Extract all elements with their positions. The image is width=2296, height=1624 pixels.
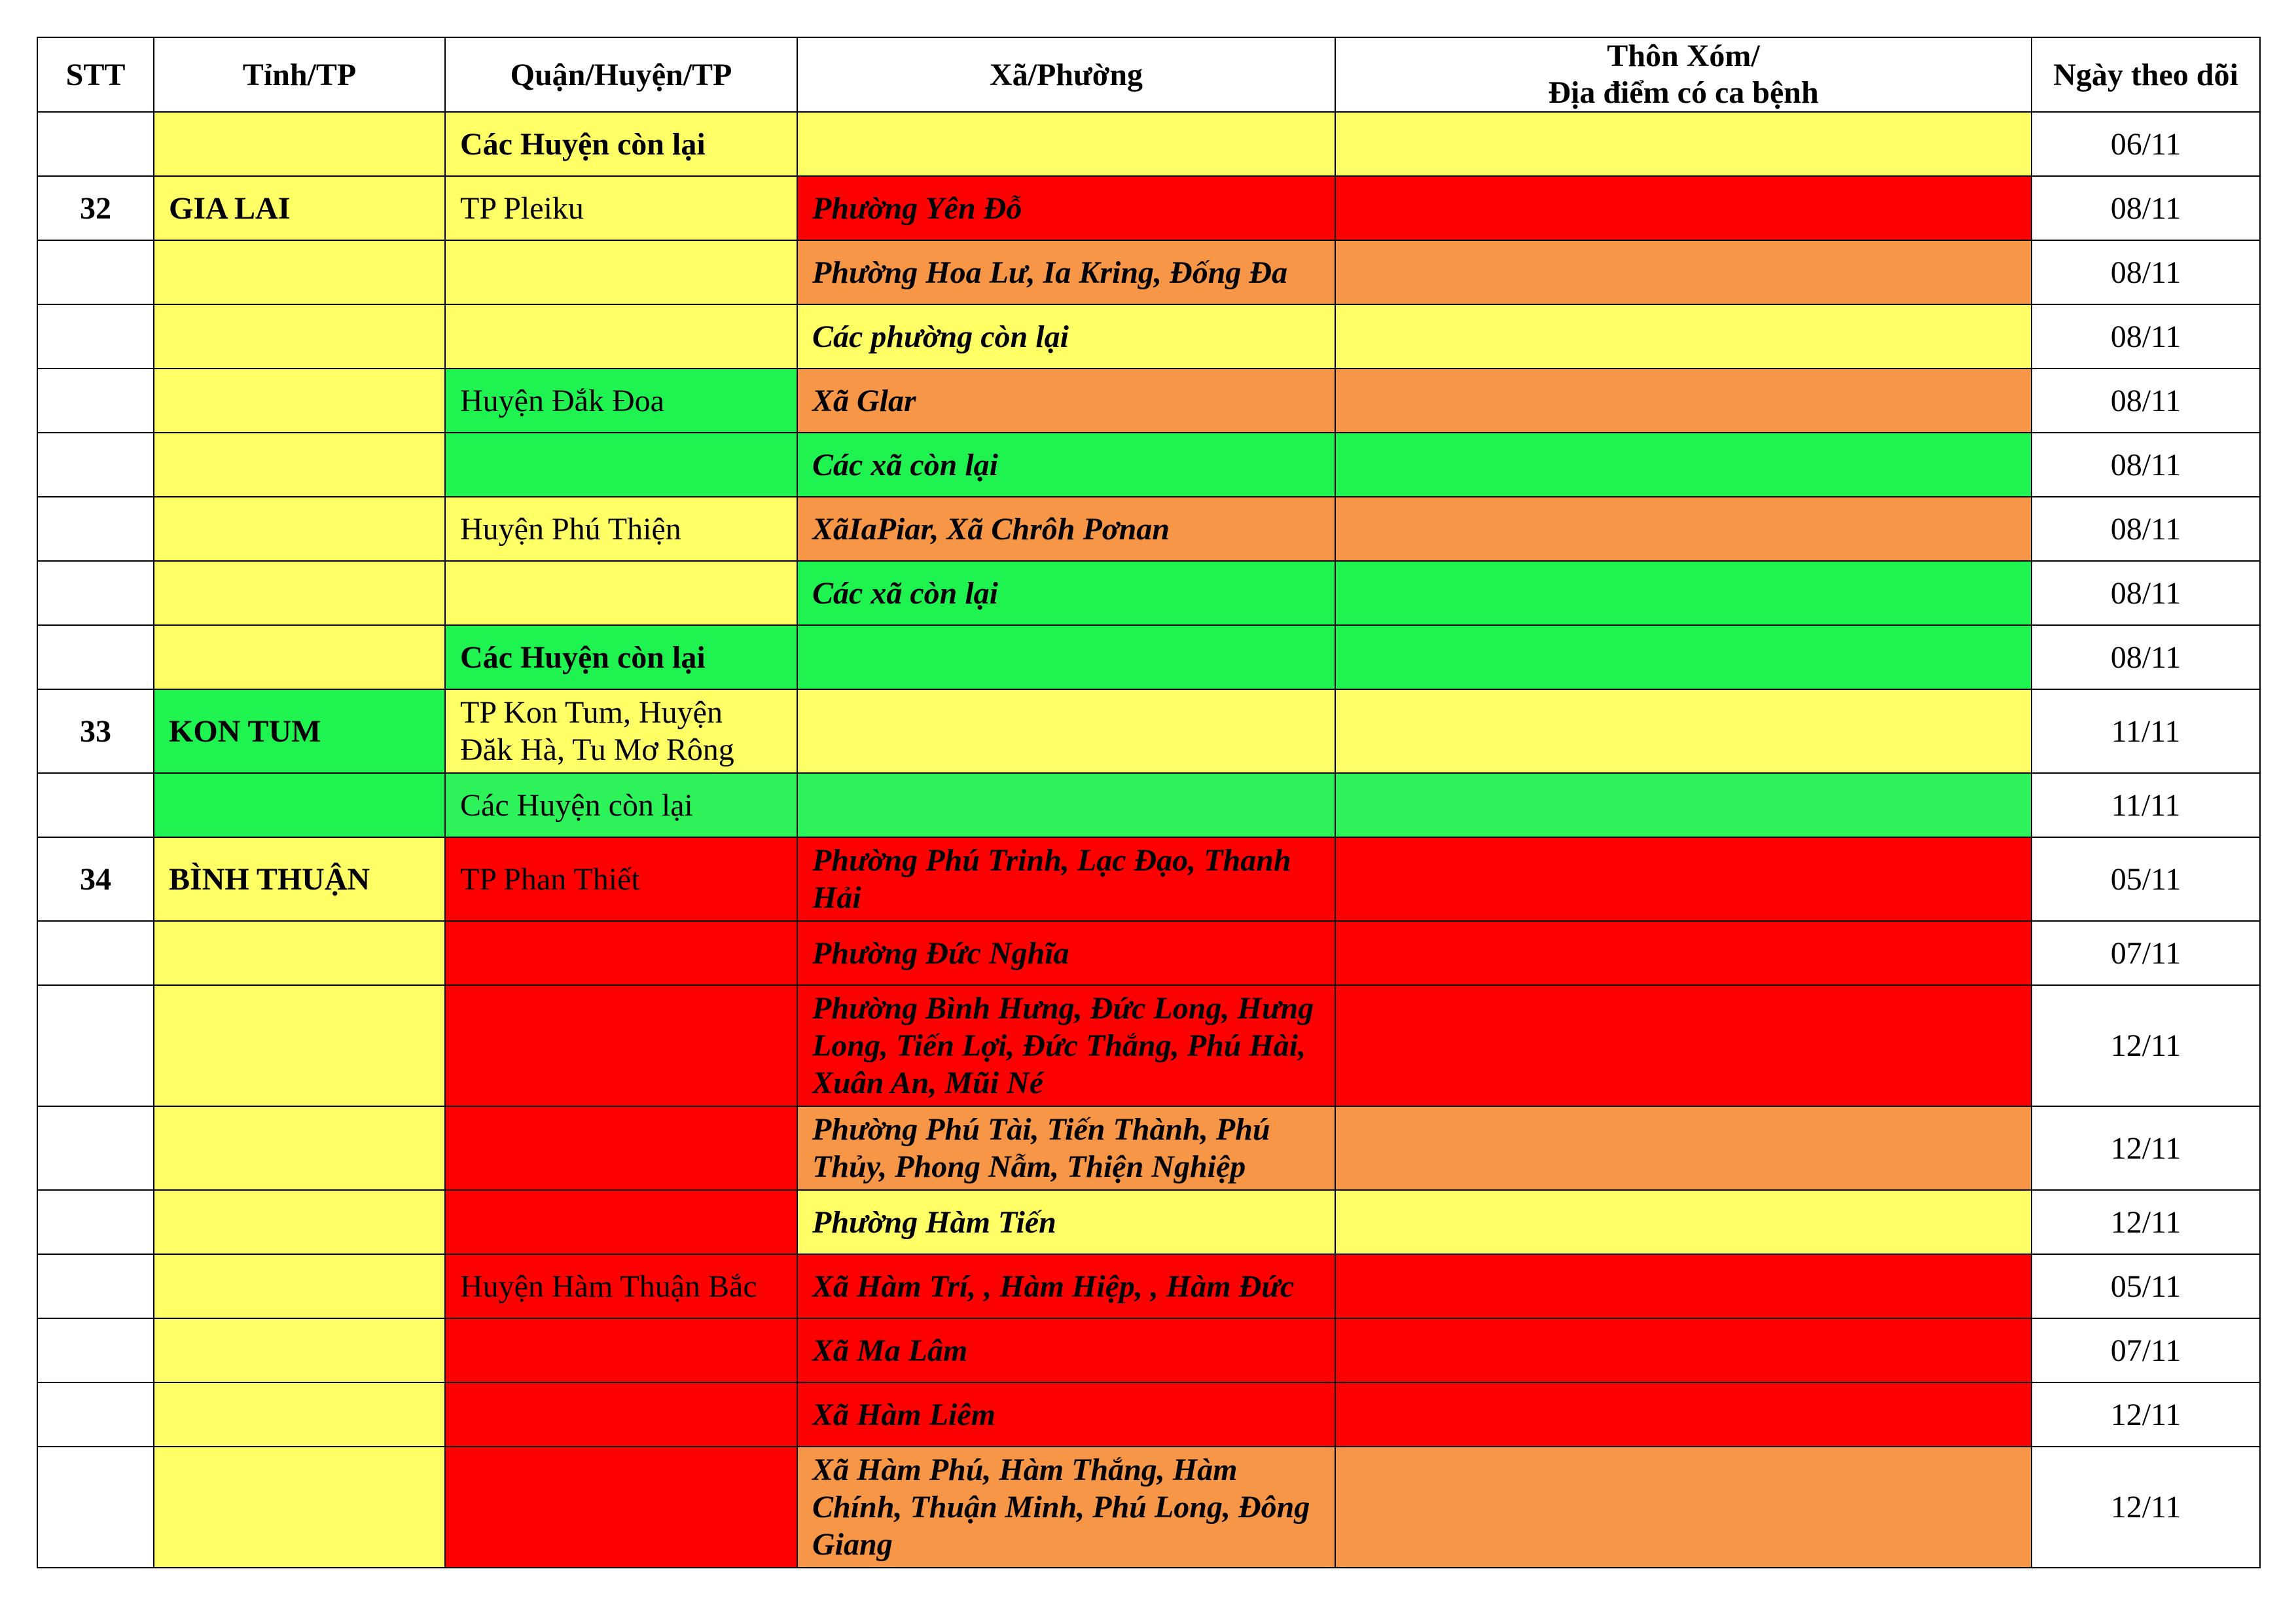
province-cell: [154, 1106, 445, 1190]
ward-cell: Phường Bình Hưng, Đức Long, Hưng Long, Tiến Lợi, Đức Thắng, Phú Hài, Xuân An, Mũi Né: [797, 985, 1335, 1106]
table-row: [37, 369, 2260, 433]
date-cell: 05/11: [2032, 1254, 2260, 1318]
hamlet-cell: [1335, 1254, 2032, 1318]
stt-cell: 33: [37, 689, 154, 773]
ward-cell: Các xã còn lại: [797, 433, 1335, 497]
hamlet-cell: [1335, 176, 2032, 240]
date-cell: 07/11: [2032, 921, 2260, 985]
table-row: [37, 1254, 2260, 1318]
stt-cell: 32: [37, 176, 154, 240]
date-cell: 08/11: [2032, 433, 2260, 497]
ward-cell: [797, 689, 1335, 773]
hamlet-cell: [1335, 1318, 2032, 1382]
province-cell: [154, 369, 445, 433]
ward-cell: Phường Yên Đỗ: [797, 176, 1335, 240]
header-hamlet: Thôn Xóm/ Địa điểm có ca bệnh: [1335, 37, 2032, 112]
hamlet-cell: [1335, 1447, 2032, 1568]
hamlet-cell: [1335, 773, 2032, 837]
province-cell: [154, 921, 445, 985]
ward-cell: Phường Phú Tài, Tiến Thành, Phú Thủy, Phong Nẫm, Thiện Nghiệp: [797, 1106, 1335, 1190]
ward-cell: Xã Hàm Liêm: [797, 1382, 1335, 1447]
date-cell: 08/11: [2032, 240, 2260, 304]
ward-cell: Xã Ma Lâm: [797, 1318, 1335, 1382]
date-cell: 11/11: [2032, 773, 2260, 837]
date-cell: 08/11: [2032, 304, 2260, 369]
date-cell: 12/11: [2032, 1190, 2260, 1254]
table-row: [37, 112, 2260, 176]
hamlet-cell: [1335, 625, 2032, 689]
table-row: [37, 1447, 2260, 1568]
table-row: [37, 837, 2260, 921]
table-row: [37, 625, 2260, 689]
ward-cell: Xã Hàm Phú, Hàm Thắng, Hàm Chính, Thuận Minh, Phú Long, Đông Giang: [797, 1447, 1335, 1568]
stt-cell: [37, 921, 154, 985]
district-cell: [445, 1318, 797, 1382]
district-cell: Huyện Hàm Thuận Bắc: [445, 1254, 797, 1318]
province-cell: [154, 985, 445, 1106]
stt-cell: [37, 1447, 154, 1568]
table-row: [37, 1382, 2260, 1447]
ward-cell: XãIaPiar, Xã Chrôh Pơnan: [797, 497, 1335, 561]
date-cell: 08/11: [2032, 561, 2260, 625]
province-cell: [154, 561, 445, 625]
stt-cell: [37, 1106, 154, 1190]
stt-cell: 34: [37, 837, 154, 921]
stt-cell: [37, 112, 154, 176]
province-cell: [154, 304, 445, 369]
province-cell: [154, 112, 445, 176]
stt-cell: [37, 240, 154, 304]
stt-cell: [37, 625, 154, 689]
hamlet-cell: [1335, 240, 2032, 304]
stt-cell: [37, 1190, 154, 1254]
table-row: [37, 921, 2260, 985]
date-cell: 11/11: [2032, 689, 2260, 773]
table-row: [37, 1318, 2260, 1382]
hamlet-cell: [1335, 985, 2032, 1106]
district-cell: [445, 561, 797, 625]
district-cell: Huyện Phú Thiện: [445, 497, 797, 561]
table-row: [37, 1190, 2260, 1254]
table-row: [37, 176, 2260, 240]
ward-cell: Các phường còn lại: [797, 304, 1335, 369]
table-row: [37, 561, 2260, 625]
stt-cell: [37, 497, 154, 561]
province-cell: [154, 433, 445, 497]
province-cell: [154, 1382, 445, 1447]
hamlet-cell: [1335, 837, 2032, 921]
ward-cell: Xã Hàm Trí, , Hàm Hiệp, , Hàm Đức: [797, 1254, 1335, 1318]
table-row: [37, 304, 2260, 369]
ward-cell: Phường Phú Trinh, Lạc Đạo, Thanh Hải: [797, 837, 1335, 921]
hamlet-cell: [1335, 1382, 2032, 1447]
table-row: [37, 497, 2260, 561]
stt-cell: [37, 985, 154, 1106]
date-cell: 12/11: [2032, 1447, 2260, 1568]
table-row: [37, 985, 2260, 1106]
district-cell: [445, 1382, 797, 1447]
province-cell: [154, 497, 445, 561]
date-cell: 05/11: [2032, 837, 2260, 921]
header-date: Ngày theo dõi: [2032, 37, 2260, 112]
ward-cell: Phường Hoa Lư, Ia Kring, Đống Đa: [797, 240, 1335, 304]
ward-cell: Xã Glar: [797, 369, 1335, 433]
ward-cell: Phường Hàm Tiến: [797, 1190, 1335, 1254]
district-cell: [445, 1106, 797, 1190]
hamlet-cell: [1335, 497, 2032, 561]
stt-cell: [37, 773, 154, 837]
province-cell: [154, 773, 445, 837]
district-cell: Các Huyện còn lại: [445, 112, 797, 176]
district-cell: TP Pleiku: [445, 176, 797, 240]
stt-cell: [37, 1254, 154, 1318]
district-cell: Các Huyện còn lại: [445, 773, 797, 837]
district-cell: [445, 1190, 797, 1254]
province-cell: [154, 240, 445, 304]
date-cell: 12/11: [2032, 1106, 2260, 1190]
header-row: [37, 37, 2260, 112]
stt-cell: [37, 369, 154, 433]
date-cell: 12/11: [2032, 985, 2260, 1106]
hamlet-cell: [1335, 561, 2032, 625]
ward-cell: [797, 625, 1335, 689]
date-cell: 06/11: [2032, 112, 2260, 176]
district-cell: TP Kon Tum, Huyện Đăk Hà, Tu Mơ Rông: [445, 689, 797, 773]
table-row: [37, 1106, 2260, 1190]
header-stt: STT: [37, 37, 154, 112]
hamlet-cell: [1335, 1190, 2032, 1254]
stt-cell: [37, 561, 154, 625]
district-cell: TP Phan Thiết: [445, 837, 797, 921]
table-row: [37, 689, 2260, 773]
province-cell: [154, 1318, 445, 1382]
district-cell: [445, 921, 797, 985]
province-cell: [154, 1447, 445, 1568]
date-cell: 07/11: [2032, 1318, 2260, 1382]
district-cell: [445, 1447, 797, 1568]
hamlet-cell: [1335, 304, 2032, 369]
date-cell: 08/11: [2032, 369, 2260, 433]
district-cell: [445, 433, 797, 497]
stt-cell: [37, 304, 154, 369]
stt-cell: [37, 1382, 154, 1447]
date-cell: 08/11: [2032, 497, 2260, 561]
ward-cell: [797, 112, 1335, 176]
date-cell: 08/11: [2032, 176, 2260, 240]
table-row: [37, 433, 2260, 497]
district-cell: Các Huyện còn lại: [445, 625, 797, 689]
province-cell: [154, 1254, 445, 1318]
stt-cell: [37, 433, 154, 497]
header-ward: Xã/Phường: [797, 37, 1335, 112]
district-cell: [445, 304, 797, 369]
ward-cell: [797, 773, 1335, 837]
province-cell: [154, 625, 445, 689]
date-cell: 12/11: [2032, 1382, 2260, 1447]
table-row: [37, 773, 2260, 837]
hamlet-cell: [1335, 433, 2032, 497]
hamlet-cell: [1335, 689, 2032, 773]
province-cell: [154, 1190, 445, 1254]
district-cell: [445, 240, 797, 304]
hamlet-cell: [1335, 112, 2032, 176]
header-province: Tỉnh/TP: [154, 37, 445, 112]
hamlet-cell: [1335, 921, 2032, 985]
ward-cell: Phường Đức Nghĩa: [797, 921, 1335, 985]
date-cell: 08/11: [2032, 625, 2260, 689]
cases-table: [37, 37, 2261, 1568]
province-cell: GIA LAI: [154, 176, 445, 240]
district-cell: [445, 985, 797, 1106]
hamlet-cell: [1335, 1106, 2032, 1190]
ward-cell: Các xã còn lại: [797, 561, 1335, 625]
stt-cell: [37, 1318, 154, 1382]
header-district: Quận/Huyện/TP: [445, 37, 797, 112]
district-cell: Huyện Đắk Đoa: [445, 369, 797, 433]
province-cell: KON TUM: [154, 689, 445, 773]
hamlet-cell: [1335, 369, 2032, 433]
province-cell: BÌNH THUẬN: [154, 837, 445, 921]
table-row: [37, 240, 2260, 304]
table-body: [37, 112, 2260, 1568]
